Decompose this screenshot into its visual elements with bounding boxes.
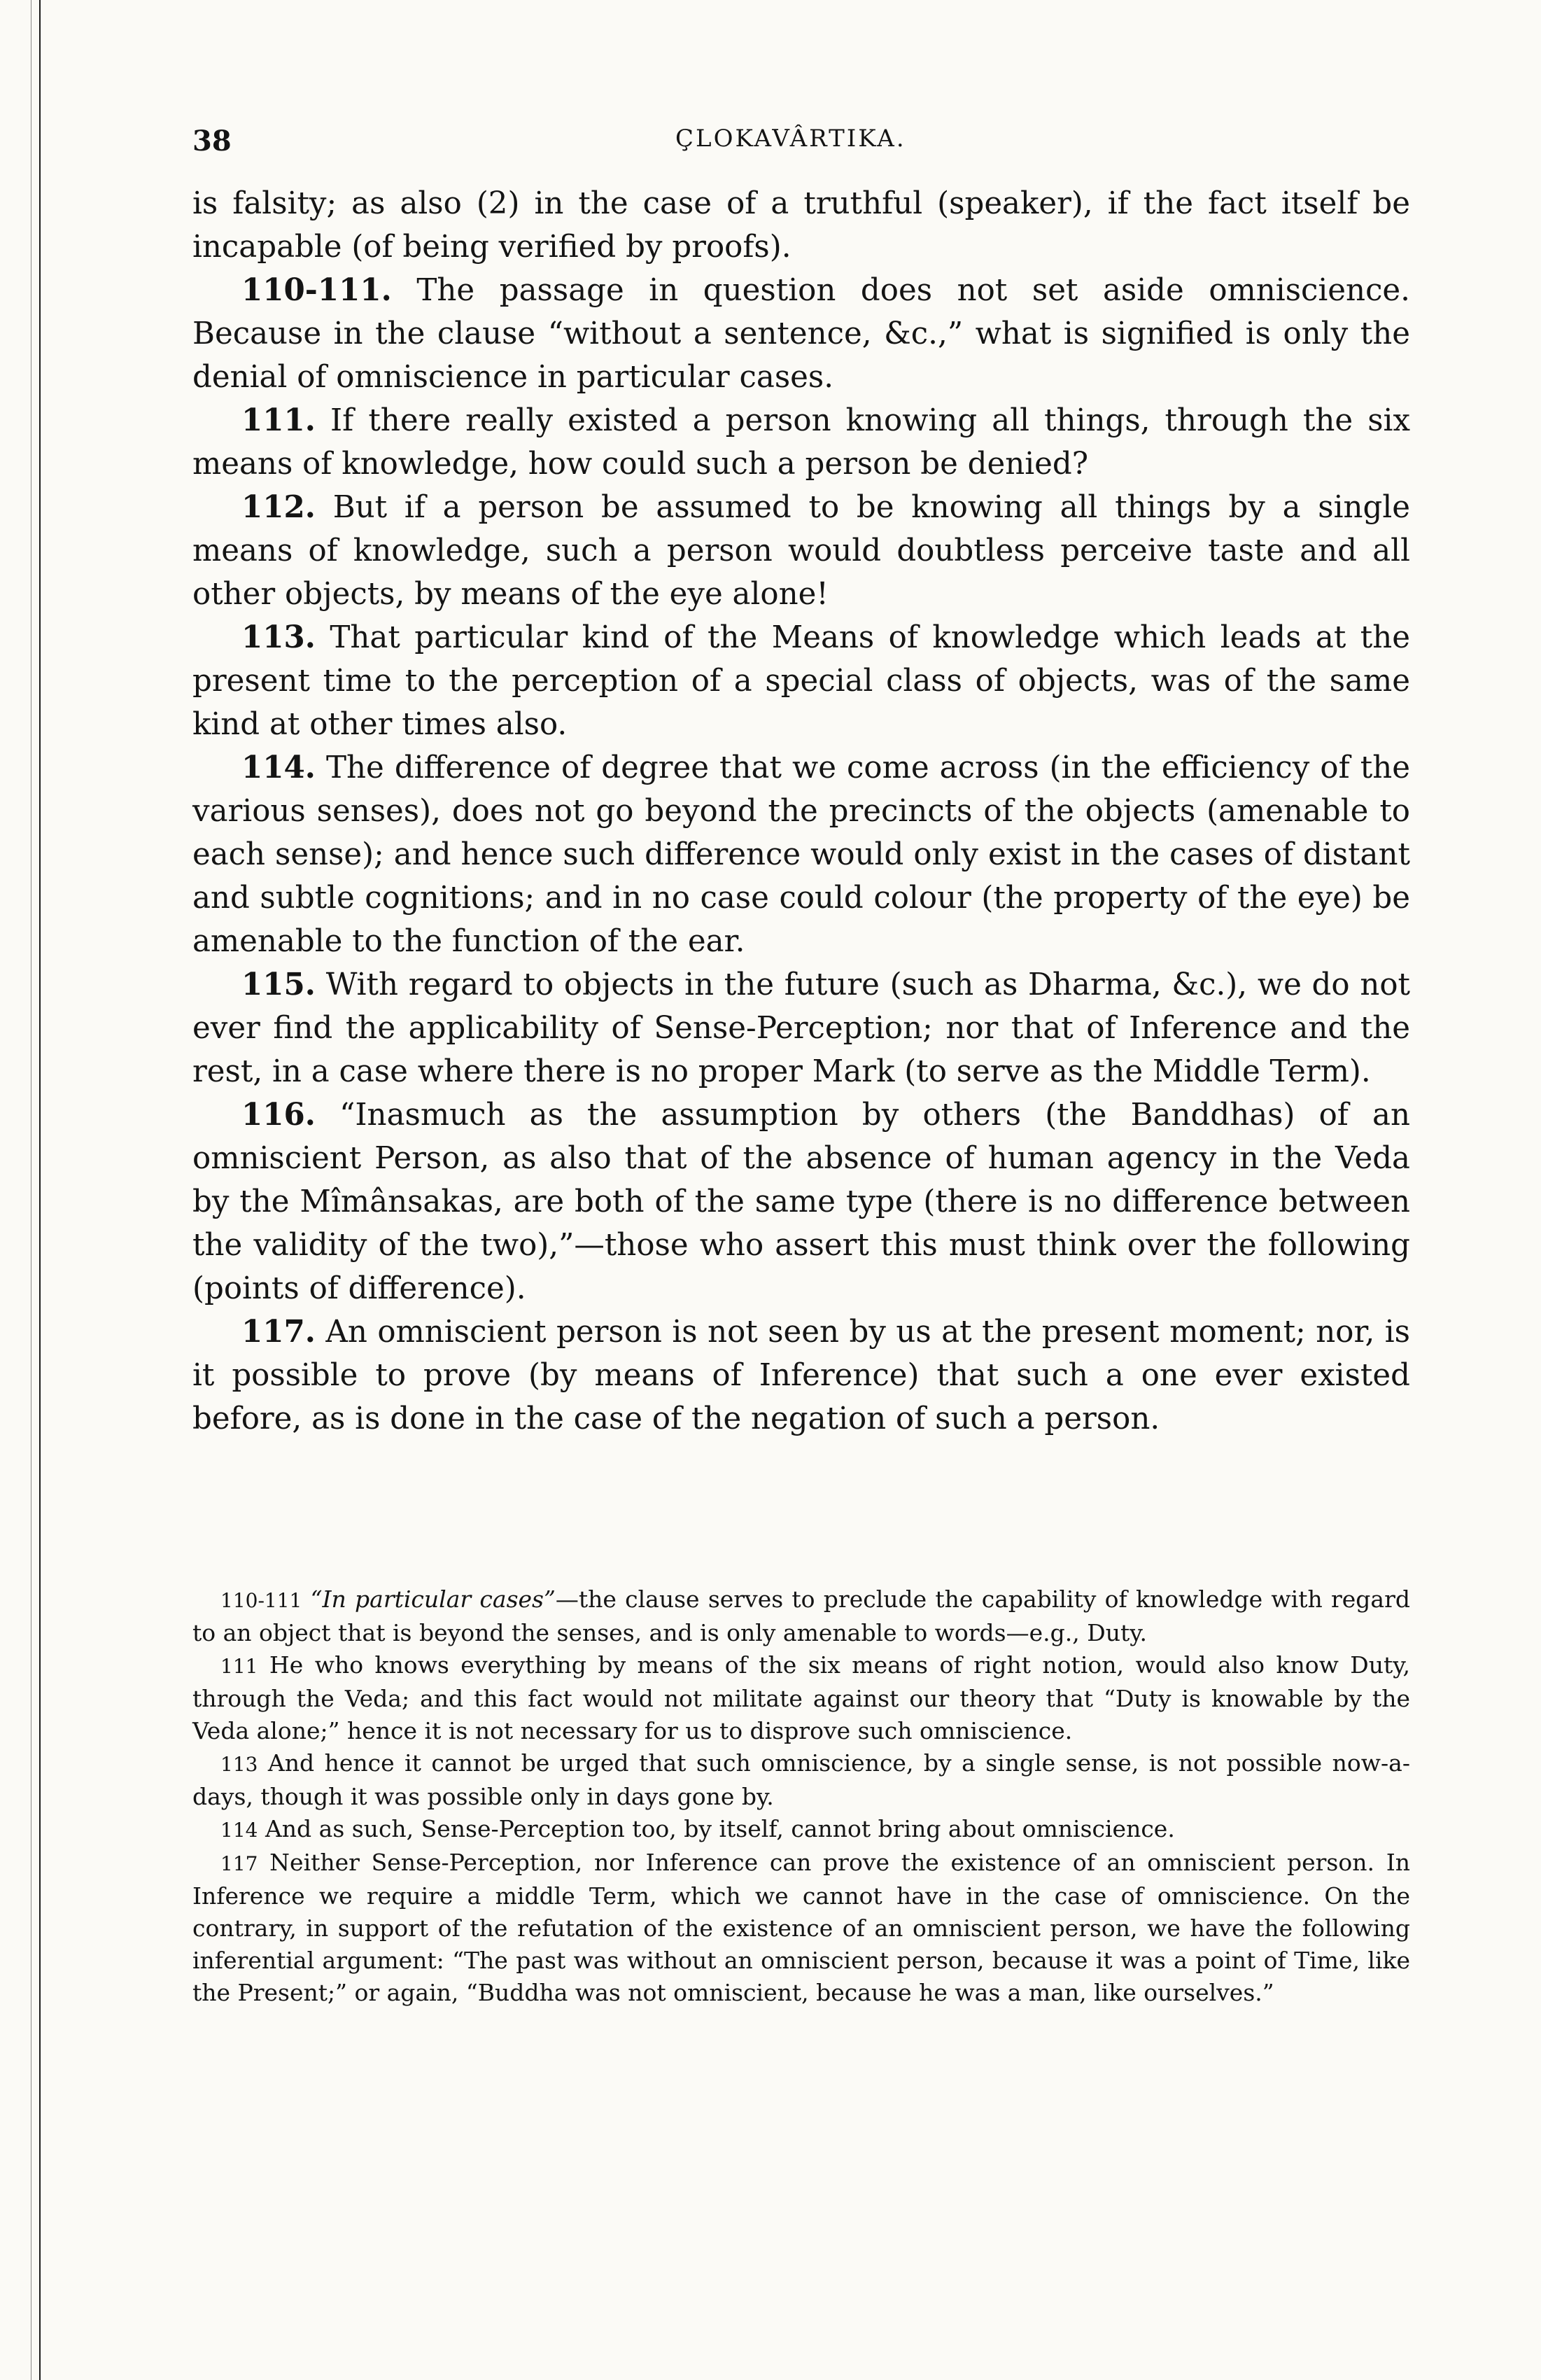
verse-text: With regard to objects in the future (such as Dharma, &c.), we do not ever find the applicability of Sense-Perception; nor that of Inference and the rest, in a case where there is no proper Mark (to serve as the Middle Term).: [192, 967, 1411, 1089]
verse-text: But if a person be assumed to be knowing all things by a single means of knowledge, such a person would doubtless perceive taste and all other objects, by means of the eye alone!: [192, 490, 1410, 612]
verse-paragraph: [192, 399, 1410, 486]
footnote: [192, 1583, 1410, 1649]
verse-paragraph: [192, 616, 1410, 746]
verse-paragraph: [192, 269, 1410, 399]
verse-number: 115.: [241, 967, 316, 1002]
footnote-number: 114: [220, 1819, 258, 1842]
verse-number: 117.: [241, 1314, 316, 1350]
verse-paragraph: [192, 1093, 1410, 1310]
footnotes: [192, 1583, 1410, 2009]
footnote: [192, 1813, 1410, 1847]
footnote: [192, 1649, 1410, 1747]
verse-text: If there really existed a person knowing all things, through the six means of knowledge, how could such a person be denied?: [192, 403, 1410, 482]
footnote-number: 110-111: [220, 1589, 302, 1612]
footnote-text: —the clause serves to preclude the capability of knowledge with regard to an object that is beyond the senses, and is only amenable to words—e.g., Duty.: [192, 1586, 1410, 1646]
verse-paragraph: [192, 746, 1410, 963]
footnote-number: 111: [220, 1655, 258, 1678]
page-number: 38: [192, 125, 232, 158]
verse-number: 111.: [241, 402, 316, 438]
verse-number: 116.: [241, 1097, 316, 1133]
verse-text: The difference of degree that we come across (in the efficiency of the various senses), does not go beyond the precincts of the objects (amenable to each sense); and hence such difference would only exist in the cases of distant and subtle cognitions; and in no case could colour (the property of the eye) be amenable to the function of the ear.: [192, 750, 1411, 959]
verse-paragraph: [192, 486, 1410, 616]
verse-paragraph: [192, 1310, 1410, 1441]
paragraph-text: is falsity; as also (2) in the case of a truthful (speaker), if the fact itself be incapable (of being verified by proofs).: [192, 186, 1410, 265]
footnote: [192, 1847, 1410, 2009]
footnote-number: 117: [220, 1852, 258, 1875]
footnote-text: And as such, Sense-Perception too, by itself, cannot bring about omniscience.: [265, 1815, 1175, 1842]
verse-number: 112.: [241, 489, 316, 525]
footnote-lead: “In particular cases”: [310, 1586, 556, 1613]
footnote: [192, 1747, 1410, 1813]
footnote-text: He who knows everything by means of the six means of right notion, would also know Duty, through the Veda; and this fact would not militate against our theory that “Duty is knowable by the Veda alone;” hence it is not necessary for us to disprove such omniscience.: [192, 1651, 1410, 1744]
verse-number: 110-111.: [241, 272, 392, 308]
verse-text: An omniscient person is not seen by us at the present moment; nor, is it possible to prove (by means of Inference) that such a one ever existed before, as is done in the case of the negation of such a person.: [192, 1315, 1410, 1436]
main-text: [192, 182, 1410, 1441]
paragraph: [192, 182, 1410, 269]
verse-text: “Inasmuch as the assumption by others (the Banddhas) of an omniscient Person, as also that of the absence of human agency in the Veda by the Mîmânsakas, are both of the same type (there is no difference between the validity of the two),”—those who assert this must think over the following (points of difference).: [192, 1098, 1411, 1306]
footnote-text: And hence it cannot be urged that such omniscience, by a single sense, is not possible now-a-days, though it was possible only in days gone by.: [192, 1749, 1410, 1810]
verse-number: 114.: [241, 750, 316, 785]
running-title: ÇLOKAVÂRTIKA.: [675, 125, 906, 153]
footnote-text: Neither Sense-Perception, nor Inference can prove the existence of an omniscient person. In Inference we require a middle Term, which we cannot have in the case of omniscience. On the contrary, in support of the refutation of the existence of an omniscient person, we have the following inferential argument: “The past was without an omniscient person, because it was a point of Time, like the Present;” or again, “Buddha was not omniscient, because he was a man, like ourselves.”: [192, 1849, 1410, 2006]
footnote-number: 113: [220, 1753, 258, 1776]
verse-text: That particular kind of the Means of knowledge which leads at the present time to the perception of a special class of objects, was of the same kind at other times also.: [192, 620, 1411, 742]
verse-number: 113.: [241, 620, 316, 655]
verse-paragraph: [192, 963, 1410, 1093]
running-header: [192, 125, 1410, 167]
verse-text: The passage in question does not set aside omniscience. Because in the clause “without a sentence, &c.,” what is signified is only the denial of omniscience in particular cases.: [192, 273, 1410, 395]
margin-rule: [39, 0, 41, 2380]
